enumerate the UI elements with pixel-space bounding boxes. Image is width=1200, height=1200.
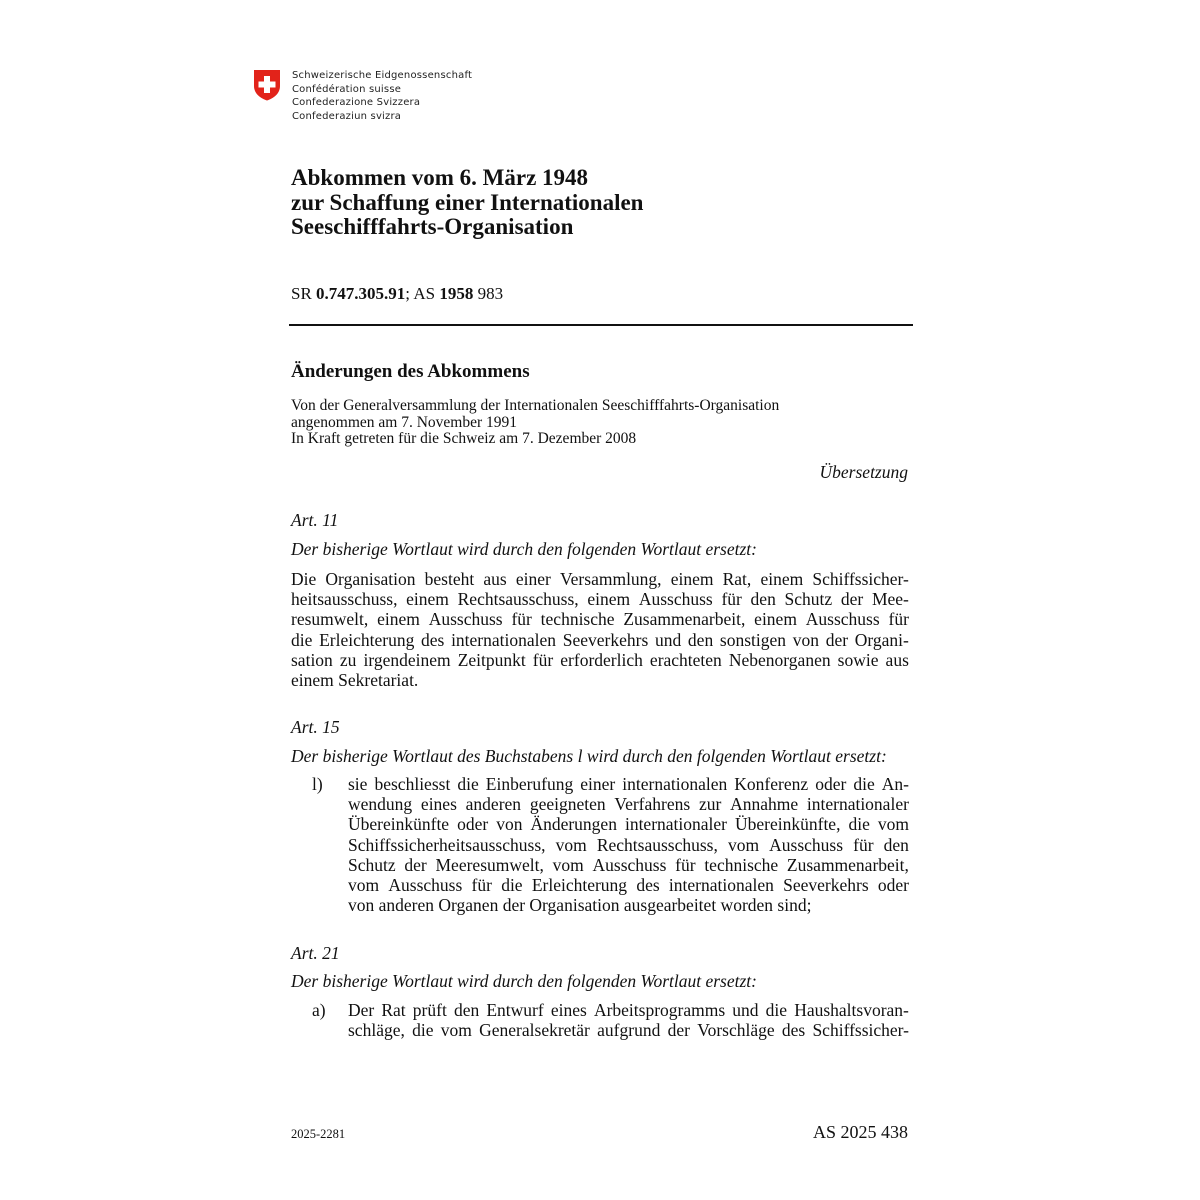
item-body (348, 1000, 909, 1040)
word: schläge, (348, 1020, 405, 1041)
word: Nebenorganen (728, 649, 831, 670)
word: oder (815, 774, 847, 794)
word: Ausschuss (592, 854, 667, 875)
article-label: Art. 15 (291, 717, 340, 737)
title-line: Seeschifffahrts-Organisation (291, 214, 574, 239)
word: erforderlich (560, 649, 643, 670)
title-line: Abkommen vom 6. März 1948 (291, 165, 589, 190)
word: die (848, 814, 870, 835)
word: beschliesst (374, 774, 451, 794)
word: sonstigen (719, 629, 787, 650)
word: prüft (412, 1000, 447, 1020)
word: Rechtsausschuss, (457, 589, 579, 610)
word: sowie (837, 649, 879, 670)
word: Meeresumwelt, (435, 854, 544, 875)
adoption-line: Von der Generalversammlung der Internationalen Seeschifffahrts-Organisation (291, 397, 780, 414)
word: aus (885, 649, 909, 670)
word: Verfahrens (614, 794, 691, 815)
word: für (853, 834, 874, 855)
word: die (291, 629, 313, 650)
word: oder (457, 814, 489, 835)
confederation-name-de: Schweizerische Eidgenossenschaft (292, 70, 473, 81)
word: internationalen (668, 875, 774, 896)
word: der (667, 1020, 690, 1041)
item-line: von anderen Organen der Organisation ausgearbeitet worden sind; (348, 895, 812, 916)
item-line (348, 1020, 909, 1040)
word: die (765, 1000, 788, 1020)
word: aus (483, 569, 507, 589)
article-instruction: Der bisherige Wortlaut wird durch den folgenden Wortlaut ersetzt: (291, 539, 757, 559)
word: Seeverkehrs (783, 875, 869, 896)
word: Schutz (348, 854, 396, 875)
word: einer (580, 774, 616, 794)
word: An- (881, 774, 909, 794)
body-line: einem Sekretariat. (291, 670, 419, 691)
word: Rat (381, 1000, 406, 1020)
body-line (291, 569, 909, 589)
word: von (792, 629, 819, 650)
word: Schiffssicher- (812, 1020, 909, 1041)
word: Ausschuss (388, 875, 463, 896)
word: eines (550, 1000, 587, 1020)
word: Einberufung (485, 774, 574, 794)
word: zur (698, 794, 722, 815)
document-reference (291, 284, 503, 304)
word: Entwurf (486, 1000, 544, 1020)
word: besteht (424, 569, 475, 589)
word: vom (348, 875, 380, 896)
word: Haushaltsvoran- (794, 1000, 909, 1020)
word: vom (555, 834, 587, 855)
word: Schiffssicherheitsausschuss, (348, 834, 546, 855)
item-line (348, 835, 909, 855)
word: des (781, 1020, 806, 1041)
confederation-names (292, 69, 472, 123)
word: einem (754, 609, 797, 630)
adoption-line: angenommen am 7. November 1991 (291, 413, 517, 431)
word: Schiffssicher- (812, 569, 909, 589)
as-prefix: ; AS (405, 284, 440, 303)
article-instruction: Der bisherige Wortlaut des Buchstabens l wird durch den folgenden Wortlaut ersetzt: (291, 746, 887, 766)
word: sie (348, 774, 368, 794)
section-heading: Änderungen des Abkommens (291, 361, 530, 382)
word: internationalen (622, 774, 728, 794)
word: den (883, 834, 909, 855)
body-line (291, 589, 909, 609)
word: den (687, 629, 714, 650)
word: die (501, 875, 523, 896)
word: vom (440, 1020, 472, 1041)
word: internationalen (451, 629, 557, 650)
body-line (291, 650, 909, 670)
word: Konferenz (734, 774, 809, 794)
word: Der (348, 1000, 375, 1020)
word: für (675, 854, 696, 875)
word: der (840, 589, 864, 610)
word: den (453, 1000, 480, 1020)
word: einem (760, 569, 804, 589)
title-line: zur Schaffung einer Internationalen (291, 189, 644, 215)
confederation-name-it: Confederazione Svizzera (292, 97, 421, 108)
horizontal-rule (289, 324, 913, 326)
body-line (291, 630, 909, 650)
word: vom (552, 854, 584, 875)
word: Ausschuss (428, 609, 503, 630)
word: vom (727, 834, 760, 855)
word: Annahme (730, 794, 799, 815)
word: von (496, 814, 523, 835)
item-line (348, 875, 909, 895)
word: Organi- (854, 629, 909, 650)
word: technische (540, 609, 615, 630)
word: Ausschuss (769, 834, 844, 855)
document-title (291, 166, 911, 240)
footer-document-number: 2025-2281 (291, 1127, 346, 1141)
word: internationaler (806, 794, 909, 815)
swiss-cross-icon (252, 69, 282, 101)
word: der (825, 629, 849, 650)
word: Ausschuss (638, 589, 713, 610)
item-line (348, 1000, 909, 1020)
word: Seeverkehrs (562, 629, 649, 650)
word: für (511, 609, 532, 630)
word: Erleichterung (319, 629, 415, 650)
confederation-name-rm: Confederaziun svizra (292, 110, 402, 122)
word: Zusammenarbeit, (623, 609, 746, 630)
article-body (291, 569, 909, 690)
word: wendung (348, 794, 413, 815)
word: einer (515, 569, 551, 589)
item-line (348, 794, 909, 814)
word: heitsausschuss, (291, 589, 398, 610)
word: Zusammenarbeit, (786, 854, 909, 875)
word: Organisation (325, 569, 416, 589)
article-label: Art. 21 (291, 943, 340, 963)
item-line (348, 814, 909, 834)
entry-into-force-line: In Kraft getreten für die Schweiz am 7. Dezember 2008 (291, 430, 637, 447)
word: oder (877, 875, 909, 896)
article-instruction: Der bisherige Wortlaut wird durch den folgenden Wortlaut ersetzt: (291, 971, 757, 991)
word: die (457, 774, 479, 794)
footer-as-reference: AS 2025 438 (812, 1122, 908, 1142)
word: Vorschläge (697, 1020, 775, 1041)
word: für (721, 589, 742, 610)
word: für (532, 649, 554, 670)
word: eines (420, 794, 457, 815)
word: Erleichterung (531, 875, 628, 896)
item-body (348, 774, 909, 915)
item-line (348, 855, 909, 875)
word: geeigneten (529, 794, 606, 815)
word: Rat, (722, 569, 752, 589)
as-page: 983 (473, 284, 504, 303)
word: einem (587, 589, 631, 610)
confederation-name-fr: Confédération suisse (292, 83, 402, 95)
word: für (471, 875, 492, 896)
word: Mee- (871, 589, 909, 610)
item-letter: l) (312, 774, 323, 794)
word: die (853, 774, 875, 794)
word: resumwelt, (291, 609, 369, 630)
word: irgendeinem (363, 649, 451, 670)
word: einem (377, 609, 420, 630)
article-label: Art. 11 (291, 510, 339, 530)
word: für (888, 609, 909, 630)
word: und (654, 629, 682, 650)
word: die (412, 1020, 434, 1041)
word: Ausschuss (805, 609, 880, 630)
body-line (291, 609, 909, 629)
word: des (636, 875, 660, 896)
word: erachteten (649, 649, 722, 670)
word: aufgrund (597, 1020, 661, 1041)
word: sation (291, 649, 333, 670)
word: Rechtsausschuss, (596, 834, 718, 855)
adoption-info (291, 398, 779, 448)
word: Übereinkünfte, (735, 814, 841, 835)
word: technische (704, 854, 779, 875)
word: einem (670, 569, 714, 589)
word: den (750, 589, 776, 610)
word: Versammlung, (559, 569, 662, 589)
sr-number: 0.747.305.91 (316, 284, 406, 303)
word: Generalsekretär (479, 1020, 590, 1041)
word: Übereinkünfte (348, 814, 450, 835)
as-year: 1958 (439, 284, 474, 303)
word: Schutz (784, 589, 833, 610)
word: einem (406, 589, 449, 610)
word: zu (339, 649, 357, 670)
item-line (348, 774, 909, 794)
word: des (421, 629, 445, 650)
word: internationaler (624, 814, 727, 835)
word: und (732, 1000, 759, 1020)
item-letter: a) (312, 1000, 326, 1020)
word: Änderungen (530, 814, 617, 835)
translation-note: Übersetzung (819, 462, 908, 482)
word: Zeitpunkt (457, 649, 526, 670)
word: vom (877, 814, 909, 835)
word: anderen (465, 794, 522, 815)
word: Arbeitsprogramms (593, 1000, 726, 1020)
sr-prefix: SR (291, 284, 317, 303)
word: Die (291, 569, 317, 589)
word: der (404, 854, 427, 875)
